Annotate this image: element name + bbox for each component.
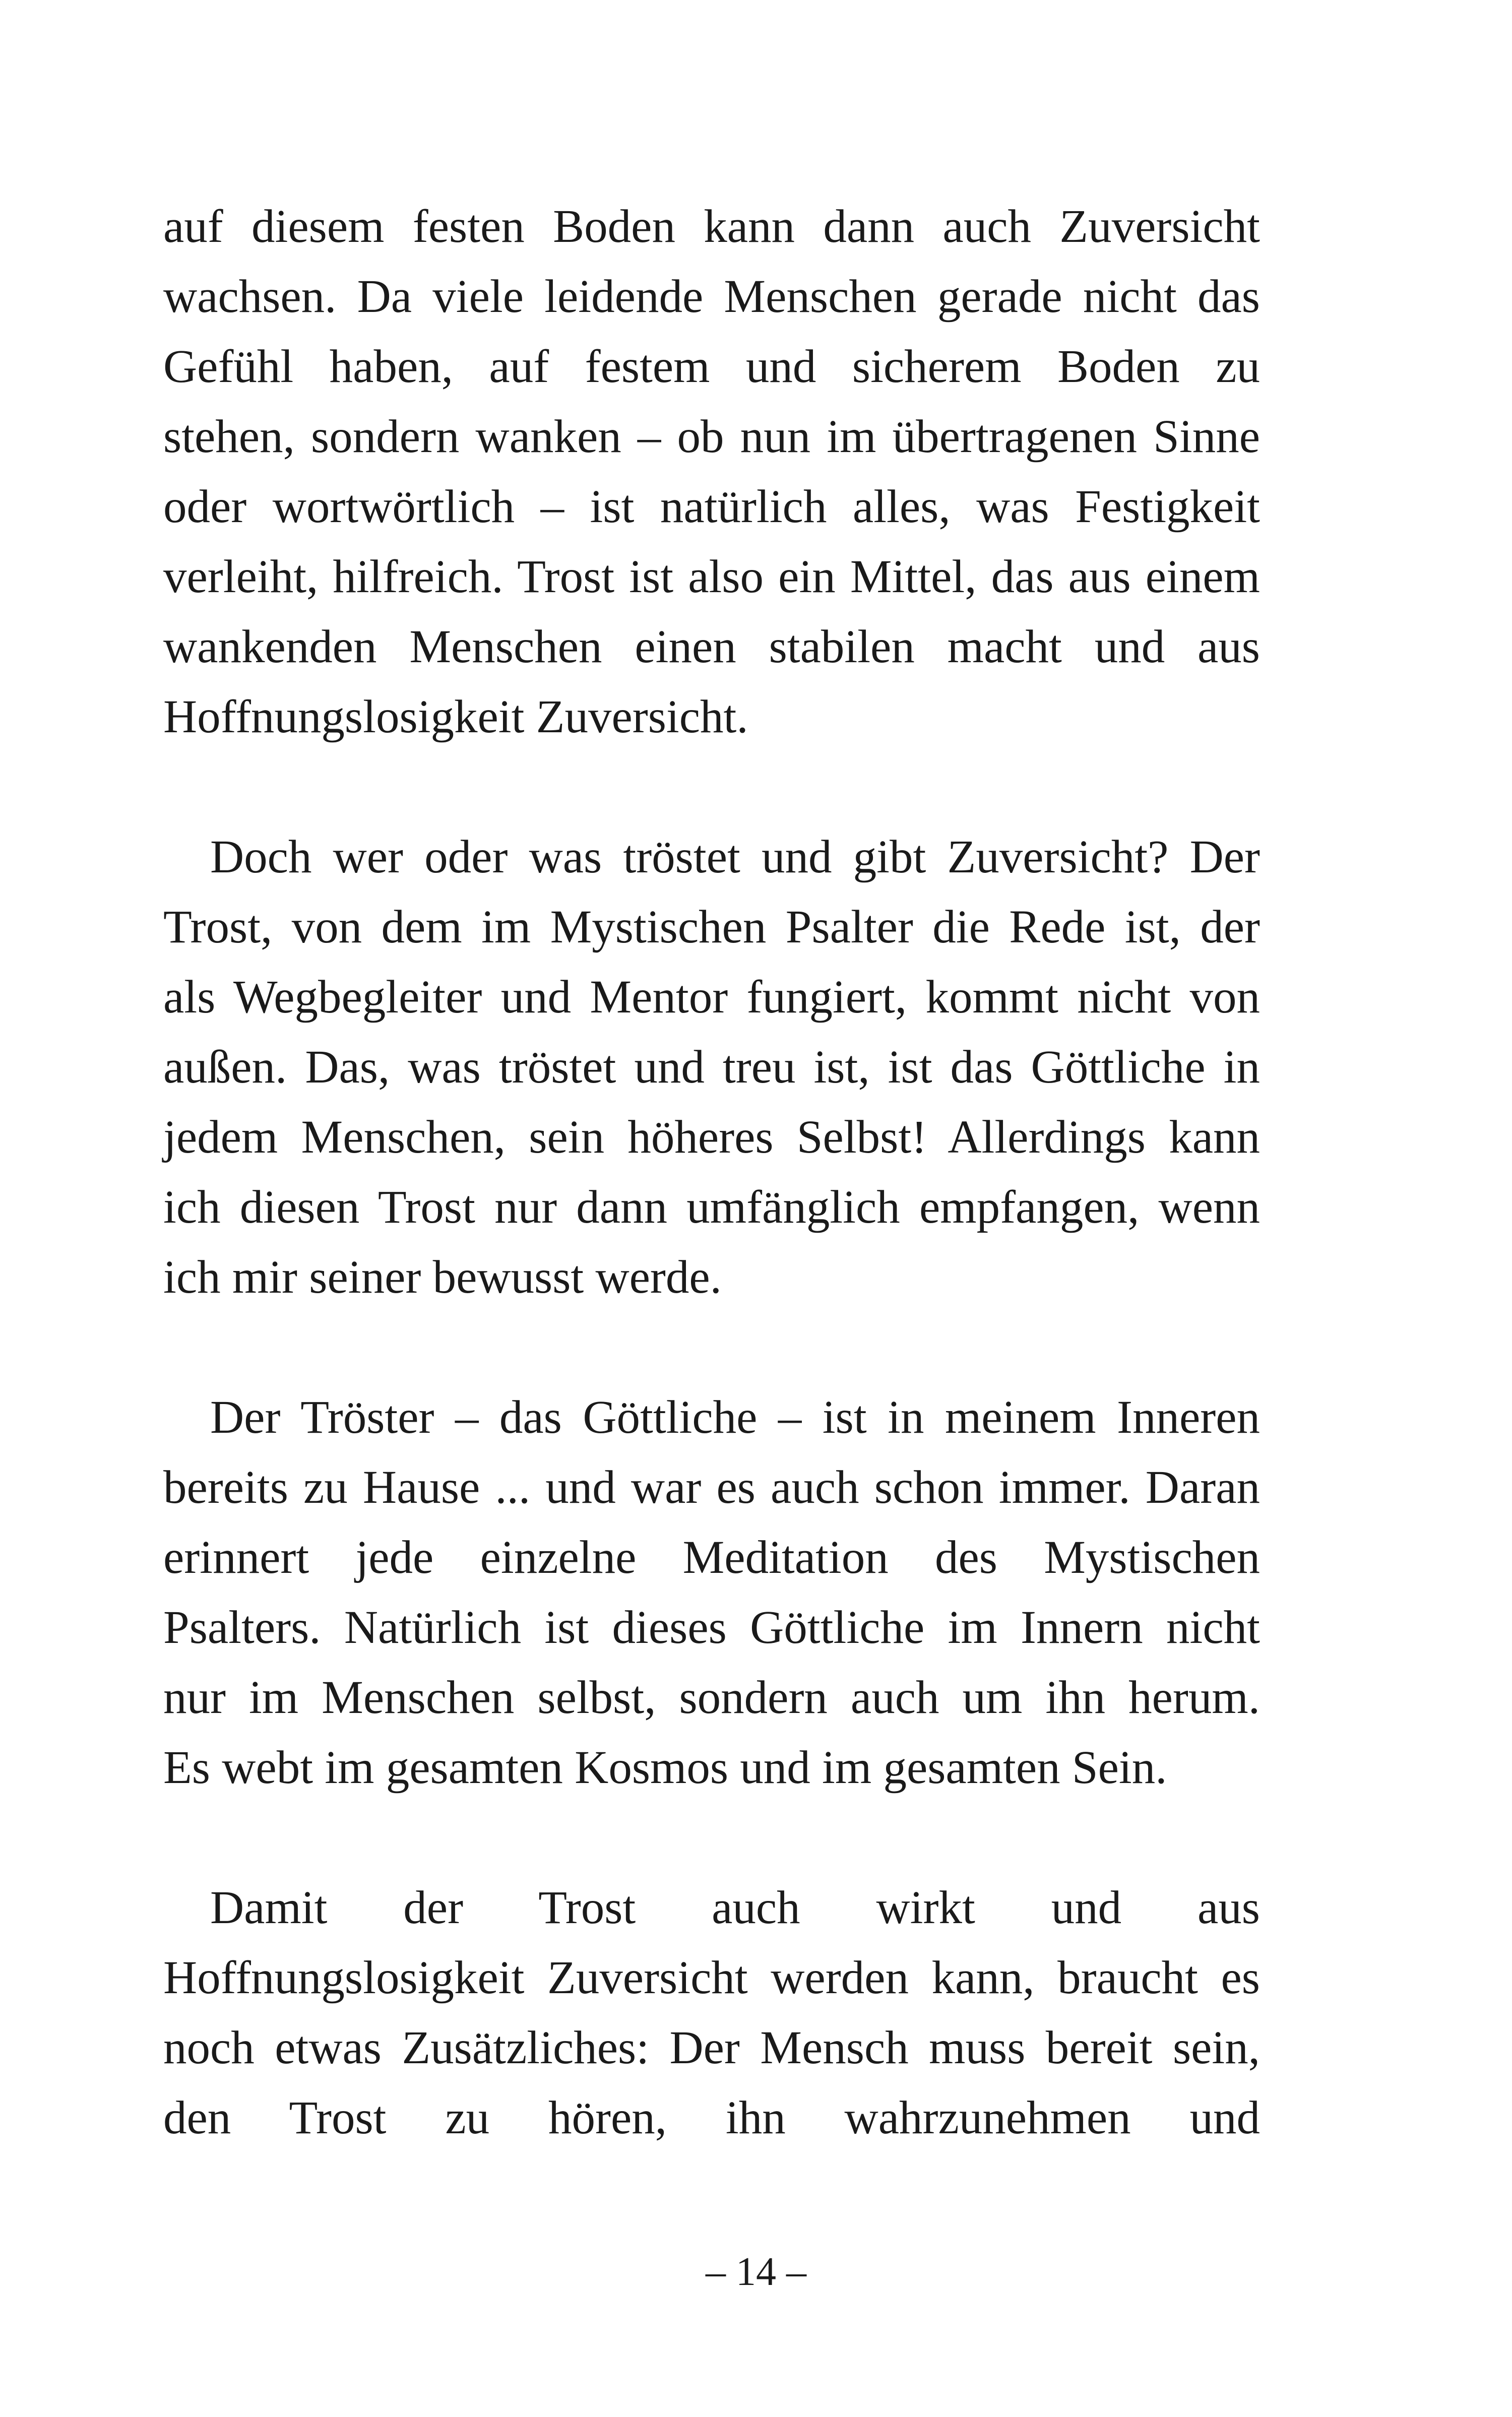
text-line: ich mir seiner bewusst werde.	[163, 1251, 722, 1303]
text-line: ich diesen Trost nur dann umfänglich empfangen, wenn	[163, 1181, 1260, 1233]
paragraph-3	[163, 1382, 1260, 1803]
text-line: als Wegbegleiter und Mentor fungiert, kommt nicht von	[163, 971, 1260, 1023]
text-line: bereits zu Hause ... und war es auch schon immer. Daran	[163, 1461, 1260, 1513]
text-line: oder wortwörtlich – ist natürlich alles, was Festigkeit	[163, 481, 1260, 533]
text-line: jedem Menschen, sein höheres Selbst! Allerdings kann	[163, 1111, 1260, 1163]
text-line: Hoffnungslosigkeit Zuversicht werden kann, braucht es	[163, 1952, 1260, 2004]
text-line: erinnert jede einzelne Meditation des Mystischen	[163, 1532, 1260, 1583]
text-line: Trost, von dem im Mystischen Psalter die Rede ist, der	[163, 901, 1260, 953]
paragraph-4	[163, 1873, 1260, 2153]
page-number: – 14 –	[706, 2250, 806, 2294]
text-line: Psalters. Natürlich ist dieses Göttliche im Innern nicht	[163, 1602, 1260, 1653]
text-line: Es webt im gesamten Kosmos und im gesamten Sein.	[163, 1742, 1167, 1794]
text-line: außen. Das, was tröstet und treu ist, ist das Göttliche in	[163, 1041, 1260, 1093]
text-line: Gefühl haben, auf festem und sicherem Boden zu	[163, 341, 1260, 393]
paragraph-1	[163, 192, 1260, 752]
page-body	[163, 192, 1260, 2153]
paragraph-gap	[163, 752, 1260, 822]
text-line: den Trost zu hören, ihn wahrzunehmen und	[163, 2092, 1260, 2144]
paragraph-gap	[163, 1312, 1260, 1382]
text-line: verleiht, hilfreich. Trost ist also ein Mittel, das aus einem	[163, 551, 1260, 603]
paragraph-2	[163, 822, 1260, 1312]
text-line: Der Tröster – das Göttliche – ist in meinem Inneren	[210, 1391, 1260, 1443]
text-line: noch etwas Zusätzliches: Der Mensch muss bereit sein,	[163, 2022, 1260, 2074]
text-line: wankenden Menschen einen stabilen macht und aus	[163, 621, 1260, 673]
paragraph-gap	[163, 1803, 1260, 1873]
text-line: auf diesem festen Boden kann dann auch Zuversicht	[163, 201, 1260, 252]
text-line: Damit der Trost auch wirkt und aus	[210, 1882, 1260, 1934]
text-line: nur im Menschen selbst, sondern auch um ihn herum.	[163, 1672, 1260, 1724]
text-line: Doch wer oder was tröstet und gibt Zuversicht? Der	[210, 831, 1260, 883]
text-line: Hoffnungslosigkeit Zuversicht.	[163, 691, 748, 743]
text-line: stehen, sondern wanken – ob nun im übertragenen Sinne	[163, 411, 1260, 463]
text-line: wachsen. Da viele leidende Menschen gerade nicht das	[163, 271, 1260, 323]
